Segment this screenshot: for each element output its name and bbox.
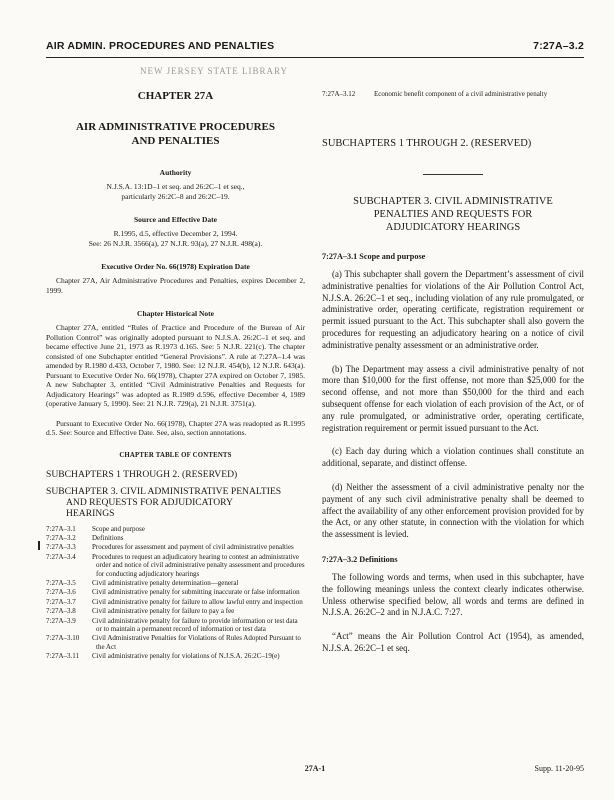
toc-item (46, 553, 305, 578)
toc-item-text: Civil administrative penalty for violations of N.J.S.A. 26:2C–19(e) (92, 652, 280, 661)
header-title: AIR ADMIN. PROCEDURES AND PENALTIES (46, 40, 275, 52)
chapter-title-line1: AIR ADMINISTRATIVE PROCEDURES (75, 121, 276, 133)
section-3-2-intro: The following words and terms, when used in this subchapter, have the following meanings unless the context clearly indicates otherwise. Unless otherwise specified below, all words and terms are defined in N.J.S.A. 26:2C–2 and in N.J.A.C. 7:27. (322, 571, 584, 618)
section-3-1-b: (b) The Department may assess a civil administrative penalty of not more than $10,000 for the first offense, not more than $25,000 for the second offense, and not more than $50,000 for the third and each subsequent offense for each violation of each provision of the Act, or of any rule promulgated, or administrative order, operating certificate, registration requirement or permit issued pursuant to the Act. (322, 363, 584, 433)
toc-item-number: 7:27A–3.4 (46, 552, 76, 561)
header-rule (46, 57, 584, 58)
toc-item (46, 607, 305, 615)
executive-order-text: Chapter 27A, Air Administrative Procedures and Penalties, expires December 2, 1999. (46, 276, 305, 295)
toc-item-number: 7:27A–3.6 (46, 588, 76, 597)
toc-item-text: Civil administrative penalty determination—general (92, 578, 239, 587)
library-stamp: NEW JERSEY STATE LIBRARY (140, 66, 289, 76)
authority-heading: Authority (159, 168, 192, 177)
source-line2: See: 26 N.J.R. 3566(a), 27 N.J.R. 93(a), 27 N.J.R. 498(a). (88, 238, 263, 248)
toc-item (46, 534, 305, 542)
toc-item-text: Civil administrative penalty for failure to allow lawful entry and inspection (92, 597, 303, 606)
header-section-range: 7:27A–3.2 (533, 40, 584, 52)
toc-item-number: 7:27A–3.2 (46, 533, 76, 542)
toc-item-number: 7:27A–3.12 (322, 90, 356, 98)
table-of-contents-heading: CHAPTER TABLE OF CONTENTS (119, 451, 232, 459)
toc-item (46, 634, 305, 651)
toc-item-continued (322, 90, 584, 99)
authority-block (46, 168, 305, 201)
toc-list (46, 525, 305, 661)
source-line1: R.1995, d.5, effective December 2, 1994. (113, 229, 238, 238)
right-column (322, 90, 584, 667)
section-3-1-c: (c) Each day during which a violation continues shall constitute an additional, separate, and distinct offense. (322, 446, 584, 469)
toc-subchapter-3-line3: HEARINGS (66, 507, 115, 519)
toc-item-number: 7:27A–3.7 (46, 597, 76, 606)
toc-item-text: Economic benefit component of a civil administrative penalty (374, 90, 548, 98)
historical-note-paragraph-1: Chapter 27A, entitled “Rules of Practice and Procedure of the Bureau of Air Pollution Control” was originally adopted pursuant to N.J.S.A. 26:2C–1 et seq. and became effective June 21, 1973 as R.1973 d.165. See: 5 N.J.R. 221(c). The chapter consisted of one Subchapter entitled “General Provisions”. A rule at 7:27A–1.4 was amended by R.1980 d.433, October 7, 1980. See: 12 N.J.R. 454(b), 12 N.J.R. 643(a). Pursuant to Executive Order No. 66(1978), Chapter 27A expired on October 7, 1985. A new Subchapter 3, entitled “Civil Administrative Penalties and Requests for Adjudicatory Hearings” was adopted as R.1989 d.596, effective December 4, 1989 (operative January 5, 1990). See: 21 N.J.R. 729(a), 21 N.J.R. 3751(a). (46, 323, 305, 408)
chapter-title (46, 120, 305, 148)
source-block (46, 215, 305, 248)
toc-subchapter-3-line1: SUBCHAPTER 3. CIVIL ADMINISTRATIVE PENALTIES (46, 485, 282, 497)
toc-item (46, 588, 305, 596)
source-heading: Source and Effective Date (134, 215, 217, 224)
subchapter-3-heading-line2: PENALTIES AND REQUESTS FOR (373, 209, 533, 220)
reserved-heading: SUBCHAPTERS 1 THROUGH 2. (RESERVED) (322, 138, 532, 149)
toc-subchapter-3 (46, 486, 305, 519)
section-3-1-d: (d) Neither the assessment of a civil administrative penalty nor the payment of any such civil administrative penalty shall be deemed to affect the availability of any other enforcement provision provided for by the Act, or any other statute, in connection with the violation for which the assessment is levied. (322, 481, 584, 540)
toc-item (46, 525, 305, 533)
toc-item-number: 7:27A–3.10 (46, 634, 80, 643)
subchapter-3-heading-line1: SUBCHAPTER 3. CIVIL ADMINISTRATIVE (353, 196, 553, 207)
section-3-1-heading: 7:27A–3.1 Scope and purpose (322, 252, 426, 261)
toc-item (46, 652, 305, 660)
toc-item-text: Civil administrative penalty for submitting inaccurate or false information (92, 588, 300, 597)
separator-rule (423, 174, 483, 175)
toc-item (46, 579, 305, 587)
toc-item-number: 7:27A–3.9 (46, 616, 76, 625)
left-column (46, 90, 305, 662)
toc-item-number: 7:27A–3.5 (46, 578, 76, 587)
section-3-1-a: (a) This subchapter shall govern the Department’s assessment of civil administrative penalties for violations of the Air Pollution Control Act, N.J.S.A. 26:2C–1 et seq., including violation of any rule promulgated, or administrative order, operating certificate, registration requirement or permit issued pursuant to the Act. This subchapter shall also govern the procedures for requesting an adjudicatory hearing on a notice of civil administrative penalty assessment or an administrative order. (322, 269, 584, 350)
running-header (46, 40, 584, 56)
executive-order-block (46, 262, 305, 295)
toc-item (46, 543, 305, 551)
toc-item (46, 598, 305, 606)
toc-item-number: 7:27A–3.1 (46, 524, 76, 533)
toc-item-number: 7:27A–3.3 (46, 543, 76, 552)
toc-item-text: Procedures for assessment and payment of civil administrative penalties (92, 543, 294, 552)
toc-item (46, 617, 305, 634)
page-number: 27A-1 (304, 764, 326, 773)
chapter-title-line2: AND PENALTIES (131, 135, 220, 147)
definition-act: “Act” means the Air Pollution Control Act (1954), as amended, N.J.S.A. 26:2C–1 et seq. (322, 631, 584, 653)
authority-line2: particularly 26:2C–8 and 26:2C–19. (121, 191, 230, 201)
toc-item-text: Definitions (92, 533, 124, 542)
executive-order-heading: Executive Order No. 66(1978) Expiration Date (101, 262, 250, 271)
margin-change-bar (38, 541, 40, 550)
toc-item-text: Scope and purpose (92, 524, 145, 533)
toc-subchapters-1-2: SUBCHAPTERS 1 THROUGH 2. (RESERVED) (46, 468, 238, 480)
toc-subchapter-3-line2: AND REQUESTS FOR ADJUDICATORY (66, 496, 233, 508)
toc-item-text: Civil Administrative Penalties for Violations of Rules Adopted Pursuant to the Act (92, 634, 301, 651)
subchapter-3-heading (322, 195, 584, 234)
toc-item-text: Civil administrative penalty for failure to pay a fee (92, 607, 235, 616)
historical-note-block (46, 309, 305, 438)
chapter-number: CHAPTER 27A (137, 90, 214, 102)
section-3-2-heading: 7:27A–3.2 Definitions (322, 554, 398, 564)
authority-line1: N.J.S.A. 13:1D–1 et seq. and 26:2C–1 et seq., (106, 182, 245, 191)
toc-item-number: 7:27A–3.8 (46, 607, 76, 616)
toc-item-text: Civil administrative penalty for failure to provide information or test data or to maintain a permanent record of information or test data (92, 616, 298, 633)
toc-item-number: 7:27A–3.11 (46, 652, 79, 661)
subchapter-3-heading-line3: ADJUDICATORY HEARINGS (385, 222, 521, 233)
historical-note-heading: Chapter Historical Note (137, 309, 214, 318)
historical-note-paragraph-2: Pursuant to Executive Order No. 66(1978), Chapter 27A was readopted as R.1995 d.5. See: Source and Effective Date. See, also, section annotations. (46, 418, 305, 437)
supplement-date: Supp. 11-20-95 (534, 764, 584, 773)
toc-item-text: Procedures to request an adjudicatory hearing to contest an administrative order and notice of civil administrative penalty assessment and procedures for conducting adjudicatory hearings (92, 552, 305, 578)
